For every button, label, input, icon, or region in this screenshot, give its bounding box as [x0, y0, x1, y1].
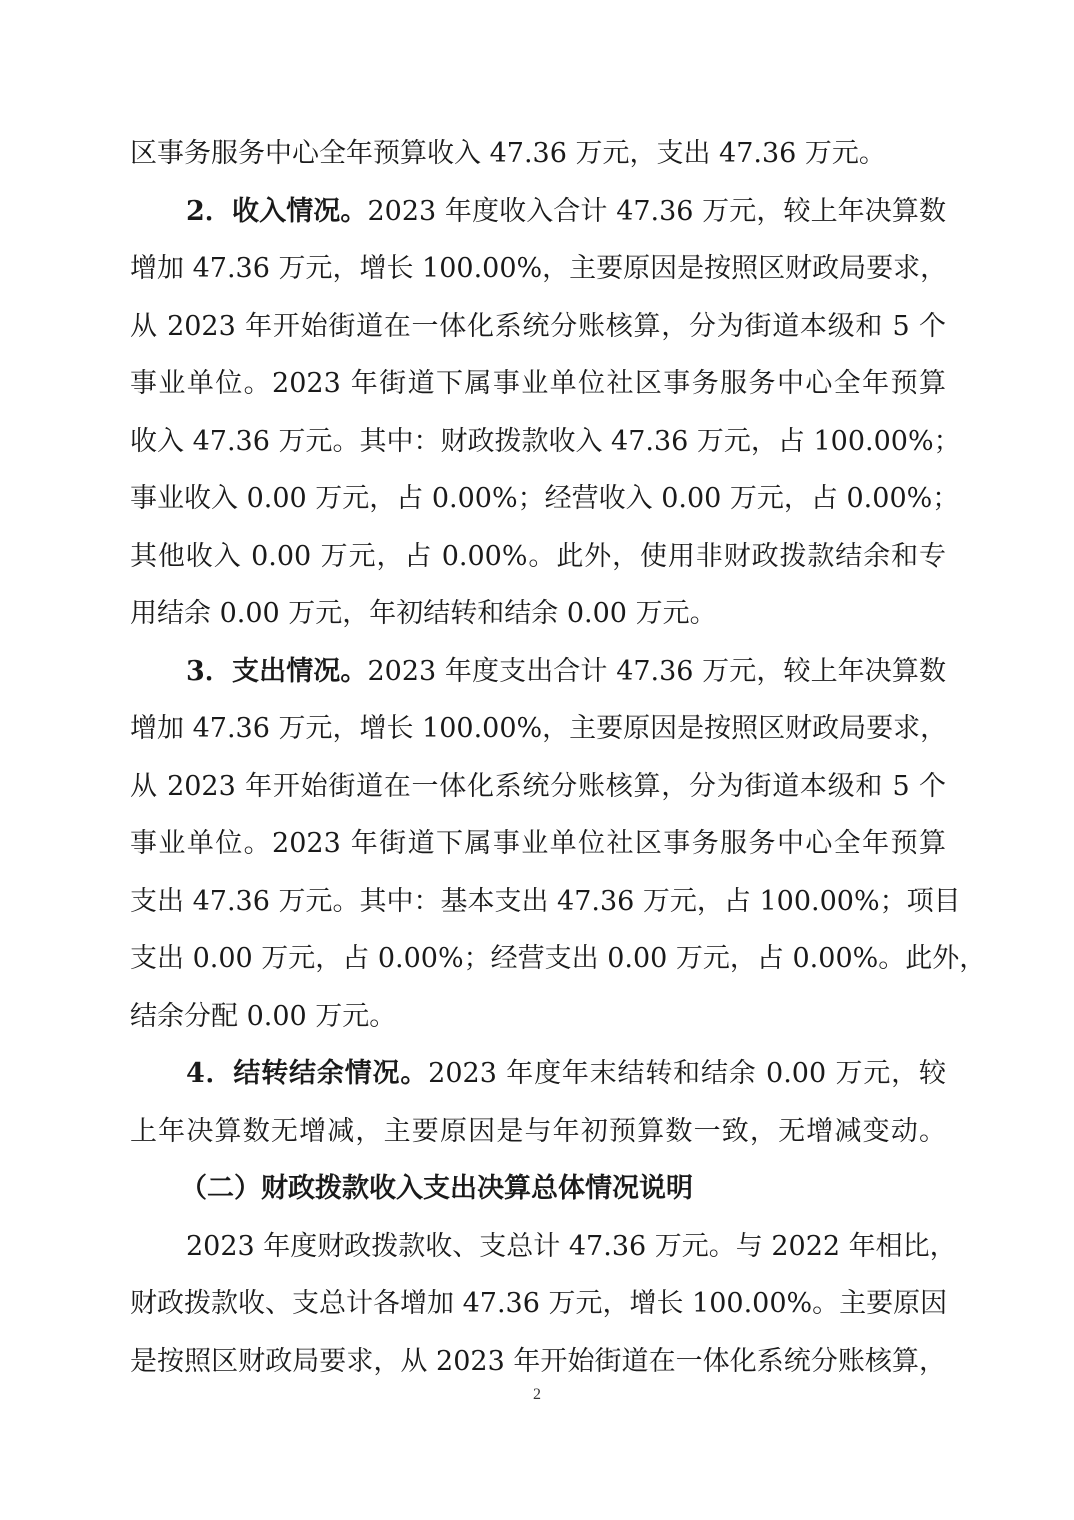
document-page [130, 125, 987, 1390]
text-line: 从 2023 年开始街道在一体化系统分账核算，分为街道本级和 5 个 [130, 310, 946, 342]
income-paragraph-start [130, 183, 946, 241]
text-line: 增加 47.36 万元，增长 100.00%，主要原因是按照区财政局要求， [130, 253, 948, 284]
section-heading: （二）财政拨款收入支出决算总体情况说明 [180, 1173, 693, 1204]
income-text: 2023 年度收入合计 47.36 万元，较上年决算数 [367, 195, 946, 227]
text-line: 结余分配 0.00 万元。 [130, 1000, 397, 1032]
income-heading: 2．收入情况。 [186, 195, 368, 227]
expense-heading: 3．支出情况。 [186, 655, 368, 687]
text-line: 收入 47.36 万元。其中：财政拨款收入 47.36 万元，占 100.00%； [130, 425, 961, 457]
expense-paragraph-start [130, 643, 946, 701]
text-line: 其他收入 0.00 万元，占 0.00%。此外，使用非财政拨款结余和专 [130, 540, 946, 572]
text-line: 支出 47.36 万元。其中：基本支出 47.36 万元，占 100.00%；项目 [130, 885, 961, 917]
text-line: 用结余 0.00 万元，年初结转和结余 0.00 万元。 [130, 598, 717, 629]
text-line: 支出 0.00 万元，占 0.00%；经营支出 0.00 万元，占 0.00%。此外， [130, 943, 987, 974]
text-line: 从 2023 年开始街道在一体化系统分账核算，分为街道本级和 5 个 [130, 770, 946, 802]
text-line: 财政拨款收、支总计各增加 47.36 万元，增长 100.00%。主要原因 [130, 1288, 948, 1319]
page-number: 2 [533, 1386, 541, 1403]
text-line: 2023 年度财政拨款收、支总计 47.36 万元。与 2022 年相比， [186, 1230, 957, 1262]
balance-text: 2023 年度年末结转和结余 0.00 万元，较 [428, 1058, 946, 1089]
balance-paragraph-start [130, 1045, 946, 1103]
balance-heading: 4．结转结余情况。 [186, 1058, 429, 1089]
text-line: 增加 47.36 万元，增长 100.00%，主要原因是按照区财政局要求， [130, 713, 948, 744]
text-line: 区事务服务中心全年预算收入 47.36 万元，支出 47.36 万元。 [130, 138, 886, 169]
expense-text: 2023 年度支出合计 47.36 万元，较上年决算数 [367, 655, 946, 687]
text-line: 事业单位。2023 年街道下属事业单位社区事务服务中心全年预算 [130, 368, 946, 399]
text-line: 是按照区财政局要求，从 2023 年开始街道在一体化系统分账核算， [130, 1345, 946, 1377]
text-line: 事业收入 0.00 万元，占 0.00%；经营收入 0.00 万元，占 0.00%； [130, 483, 960, 514]
text-line: 上年决算数无增减，主要原因是与年初预算数一致，无增减变动。 [130, 1115, 946, 1147]
text-line: 事业单位。2023 年街道下属事业单位社区事务服务中心全年预算 [130, 828, 946, 859]
